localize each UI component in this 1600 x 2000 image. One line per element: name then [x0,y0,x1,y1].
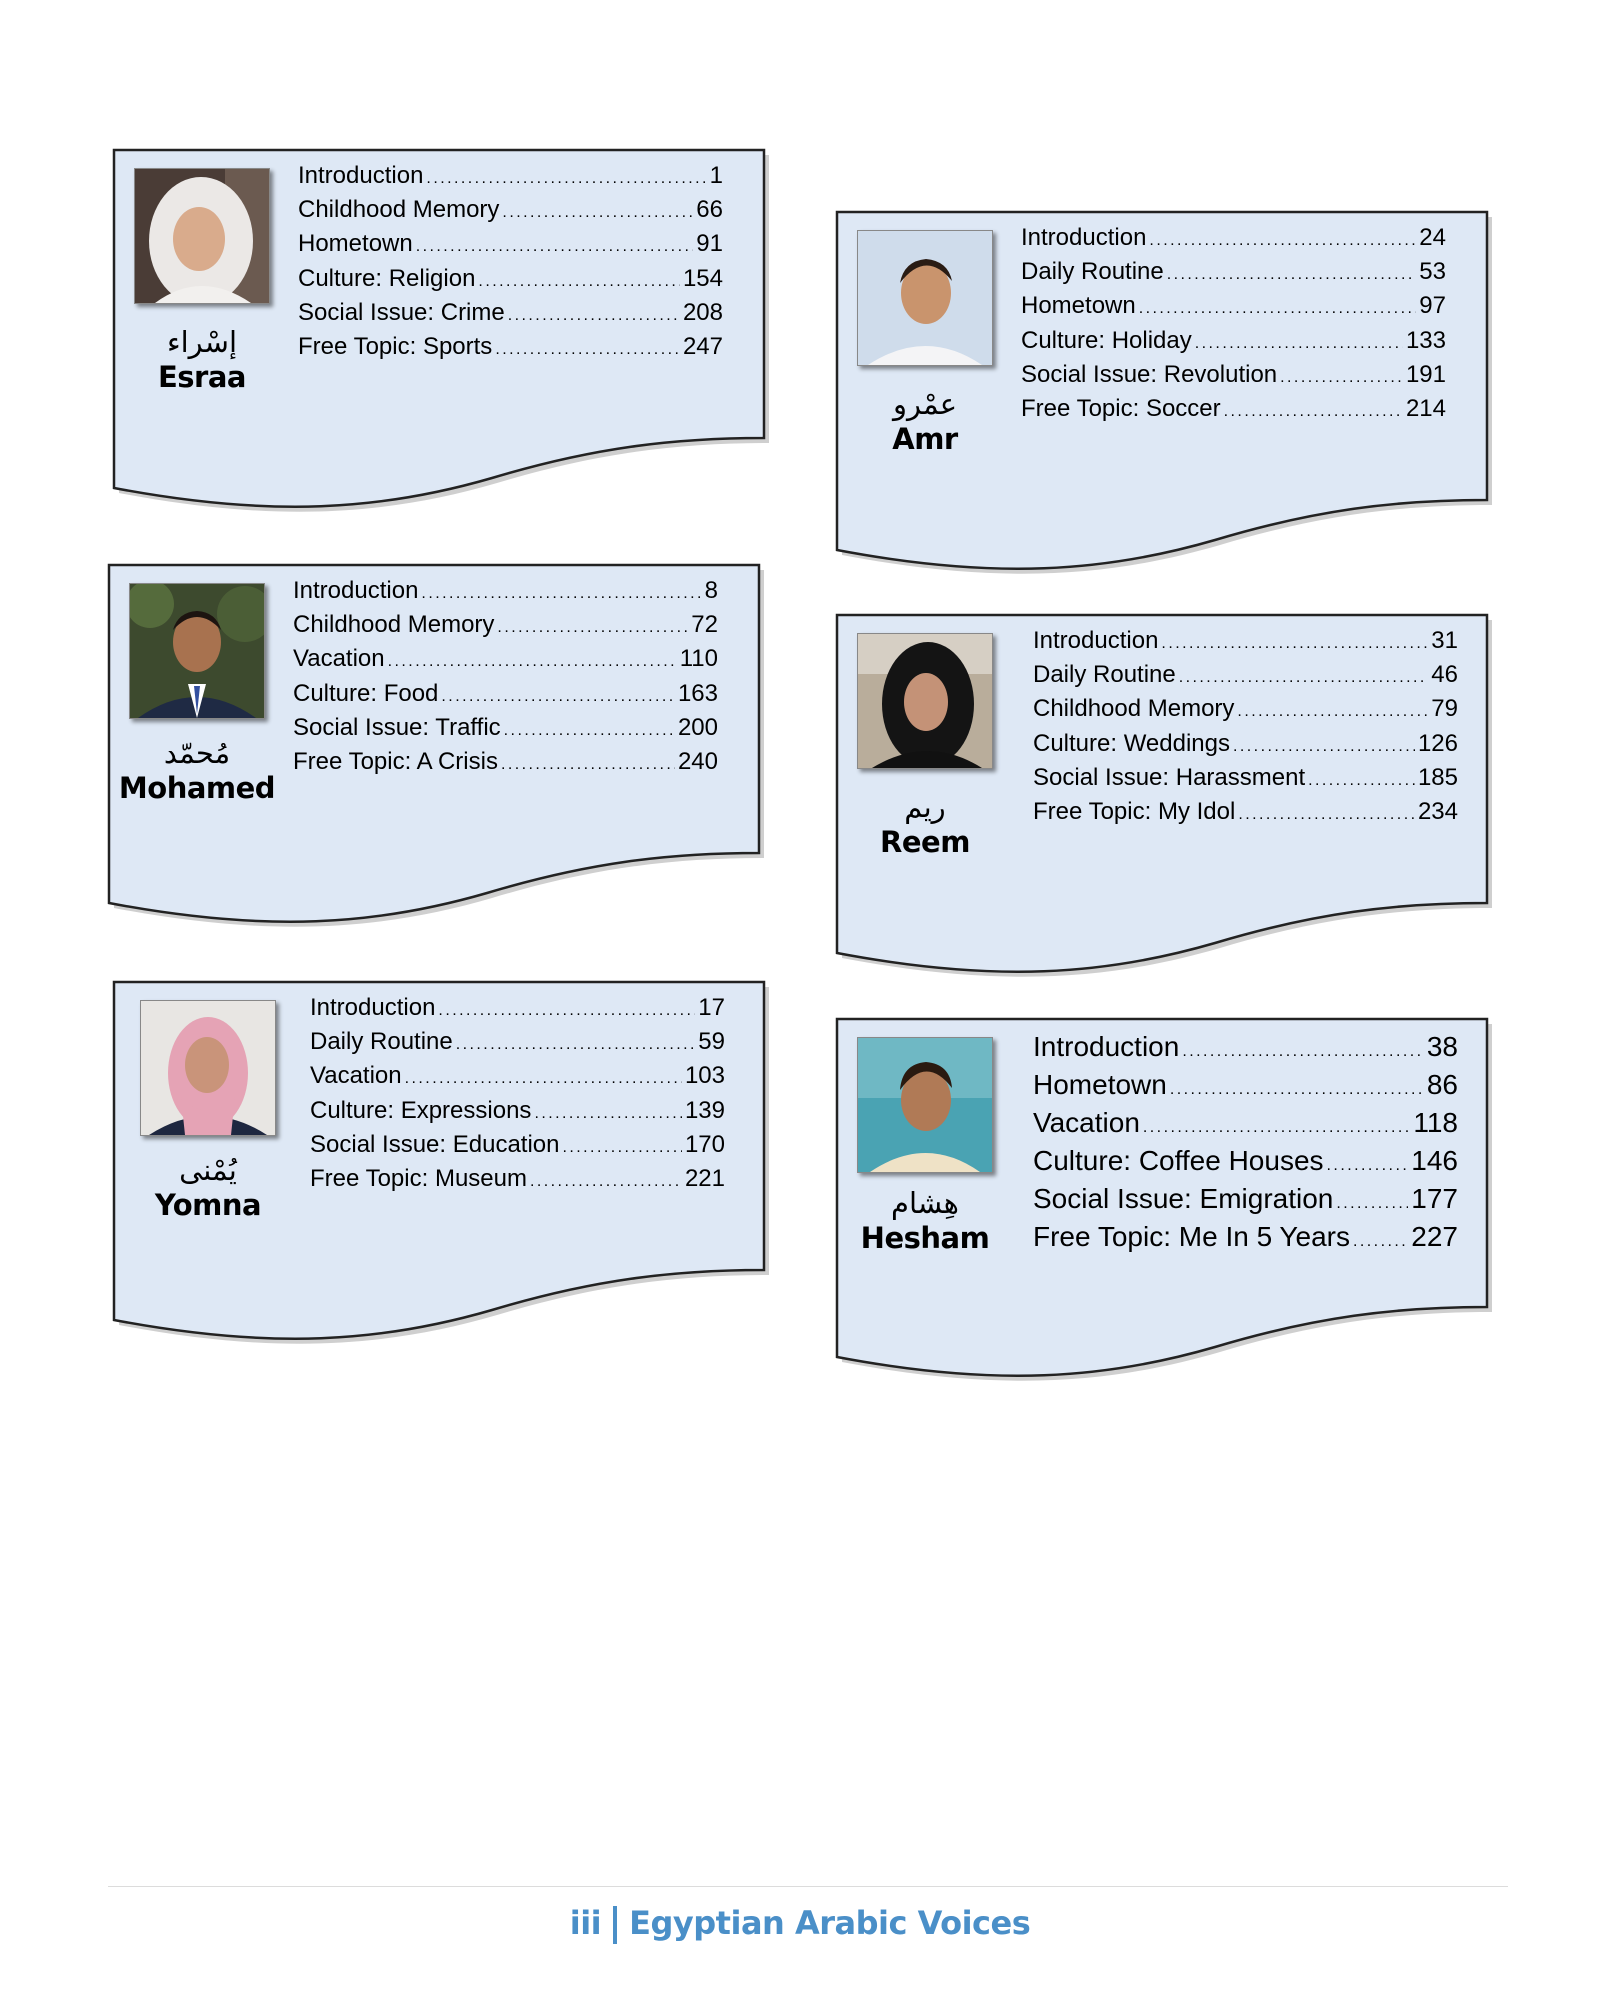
toc-entry: Social Issue: Education . . . 170 [310,1131,725,1165]
speaker-arabic-name: إسْراء [166,325,238,359]
toc-entry: Culture: Holiday . . . 133 [1021,327,1446,361]
toc-entry: Culture: Weddings . . . 126 [1033,730,1458,764]
speaker-arabic-name: مُحمّد [163,736,231,770]
speaker-card-amr [835,210,1495,580]
speaker-arabic-name: ريم [904,790,946,824]
toc-entry: Hometown . . . 86 [1033,1069,1458,1107]
portrait-icon [130,584,264,718]
speaker-name: Reem [880,825,970,860]
toc-entry: Vacation . . . 110 [293,645,718,679]
toc-entry: Daily Routine . . . 46 [1033,661,1458,695]
toc-list [310,994,725,1199]
toc-entry: Culture: Expressions . . . 139 [310,1097,725,1131]
toc-entry: Social Issue: Emigration . . . 177 [1033,1183,1458,1221]
toc-list [298,162,723,367]
toc-entry: Introduction . . . 38 [1033,1031,1458,1069]
speaker-photo [129,583,265,719]
speaker-photo [134,168,270,304]
footer-rule [108,1886,1508,1887]
page-number: iii [569,1904,602,1942]
toc-entry: Free Topic: My Idol . . . 234 [1033,798,1458,832]
speaker-photo [857,230,993,366]
toc-entry: Hometown . . . 91 [298,230,723,264]
toc-entry: Childhood Memory . . . 72 [293,611,718,645]
toc-entry: Hometown . . . 97 [1021,292,1446,326]
speaker-photo [857,633,993,769]
toc-entry: Vacation . . . 103 [310,1062,725,1096]
portrait-icon [135,169,269,303]
toc-entry: Free Topic: Museum . . . 221 [310,1165,725,1199]
speaker-card-reem [835,613,1495,983]
speaker-card-esraa [112,148,772,518]
portrait-icon [858,634,992,768]
toc-entry: Social Issue: Revolution . . . 191 [1021,361,1446,395]
toc-entry: Free Topic: Sports . . . 247 [298,333,723,367]
toc-entry: Childhood Memory . . . 79 [1033,695,1458,729]
book-title: Egyptian Arabic Voices [629,1904,1031,1942]
toc-entry: Vacation . . . 118 [1033,1107,1458,1145]
toc-list [293,577,718,782]
speaker-name: Esraa [157,360,246,395]
toc-entry: Introduction . . . 24 [1021,224,1446,258]
page-footer [0,1904,1600,1944]
portrait-icon [858,231,992,365]
speaker-card-hesham [835,1017,1495,1387]
toc-entry: Introduction . . . 8 [293,577,718,611]
toc-entry: Free Topic: Soccer . . . 214 [1021,395,1446,429]
speaker-card-mohamed [107,563,767,933]
toc-entry: Introduction . . . 1 [298,162,723,196]
speaker-photo [857,1037,993,1173]
speaker-arabic-name: هِشام [891,1186,959,1220]
toc-entry: Childhood Memory . . . 66 [298,196,723,230]
toc-entry: Free Topic: A Crisis . . . 240 [293,748,718,782]
speaker-card-yomna [112,980,772,1350]
portrait-icon [141,1001,275,1135]
toc-entry: Free Topic: Me In 5 Years . . . 227 [1033,1221,1458,1259]
toc-entry: Culture: Food . . . 163 [293,680,718,714]
speaker-name: Mohamed [118,771,276,806]
toc-entry: Introduction . . . 31 [1033,627,1458,661]
toc-entry: Culture: Coffee Houses . . . 146 [1033,1145,1458,1183]
toc-entry: Daily Routine . . . 53 [1021,258,1446,292]
toc-entry: Daily Routine . . . 59 [310,1028,725,1062]
toc-entry: Social Issue: Harassment . . . 185 [1033,764,1458,798]
portrait-icon [858,1038,992,1172]
toc-entry: Introduction . . . 17 [310,994,725,1028]
speaker-arabic-name: عمْرو [892,387,958,421]
footer-separator [613,1906,617,1944]
speaker-name: Amr [892,422,958,457]
speaker-name: Hesham [860,1221,990,1256]
speaker-name: Yomna [154,1188,262,1223]
toc-entry: Social Issue: Traffic . . . 200 [293,714,718,748]
toc-list [1033,627,1458,832]
toc-list [1033,1031,1458,1259]
speaker-photo [140,1000,276,1136]
toc-entry: Culture: Religion . . . 154 [298,265,723,299]
speaker-arabic-name: يُمْنى [179,1153,237,1187]
toc-entry: Social Issue: Crime . . . 208 [298,299,723,333]
toc-list [1021,224,1446,429]
